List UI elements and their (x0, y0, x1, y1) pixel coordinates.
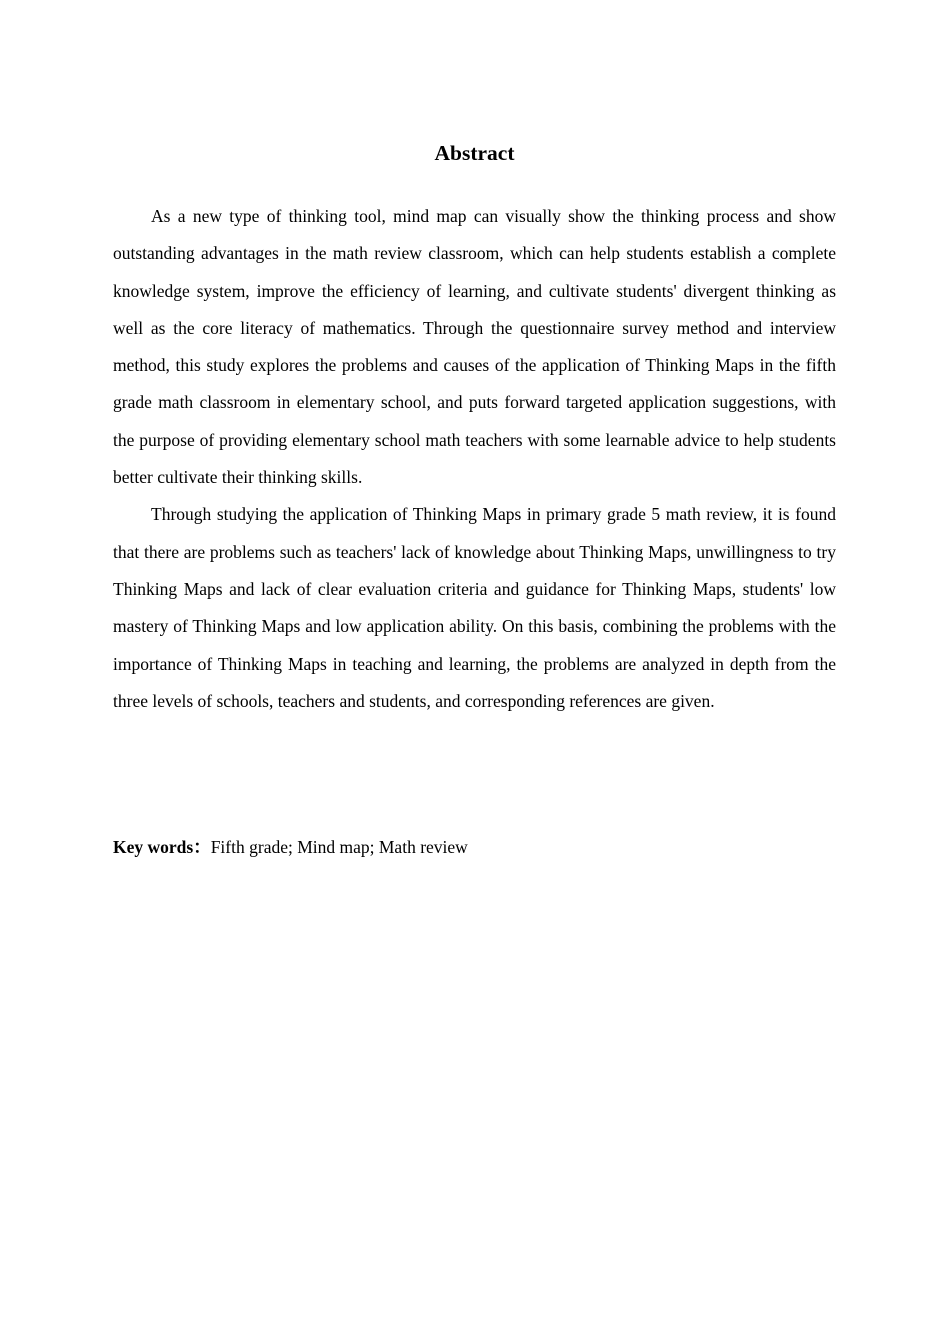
keywords-line (113, 829, 836, 866)
abstract-paragraph-2: Through studying the application of Thinking Maps in primary grade 5 math review, it is found that there are problems such as teachers' lack of knowledge about Thinking Maps, unwillingness to try Thinking Maps and lack of clear evaluation criteria and guidance for Thinking Maps, students' low mastery of Thinking Maps and low application ability. On this basis, combining the problems with the importance of Thinking Maps in teaching and learning, the problems are analyzed in depth from the three levels of schools, teachers and students, and corresponding references are given. (113, 504, 836, 711)
keywords-label: Key words： (113, 837, 211, 857)
abstract-title: Abstract (434, 141, 515, 165)
abstract-body (113, 198, 836, 720)
keywords-value: Fifth grade; Mind map; Math review (210, 837, 468, 857)
abstract-paragraph-1: As a new type of thinking tool, mind map can visually show the thinking process and show outstanding advantages in the math review classroom, which can help students establish a complete knowledge system, improve the efficiency of learning, and cultivate students' divergent thinking as well as the core literacy of mathematics. Through the questionnaire survey method and interview method, this study explores the problems and causes of the application of Thinking Maps in the fifth grade math classroom in elementary school, and puts forward targeted application suggestions, with the purpose of providing elementary school math teachers with some learnable advice to help students better cultivate their thinking skills. (113, 206, 836, 488)
